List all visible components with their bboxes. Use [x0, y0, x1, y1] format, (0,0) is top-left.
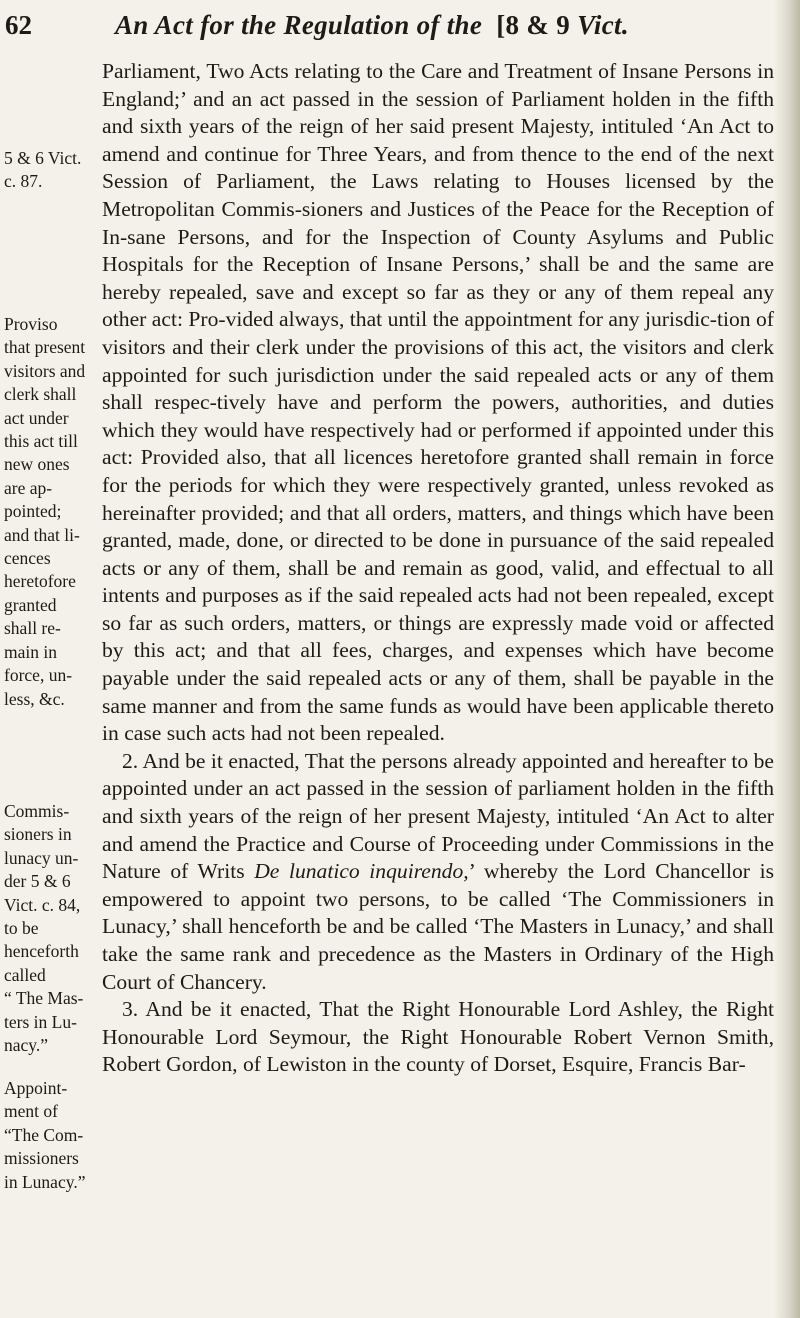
page-number: 62 — [5, 10, 32, 40]
paragraph-3-text: 3. And be it enacted, That the Right Honourable Lord Ashley, the Right Honourable Lord Seymour, the Right Honourable Robert Vernon Smith, Robert Gordon, of Lewiston in the county of Dorset, Esquire, Francis Bar- — [102, 997, 774, 1077]
margin-note-5-6-vict: 5 & 6 Vict. c. 87. — [4, 148, 82, 192]
margin-note-proviso: Proviso that present visitors and clerk shall act under this act till new ones are ap- pointed; and that li- cences heretofore granted shall re- main in force, un- less, &c. — [4, 314, 86, 709]
paragraph-2-latin: De lunatico inquirendo, — [254, 859, 469, 884]
paragraph-3 — [102, 996, 774, 1079]
margin-note-appointment: Appoint- ment of “The Com- missioners in Lunacy.” — [4, 1078, 86, 1192]
paragraph-1: Parliament, Two Acts relating to the Care and Treatment of Insane Persons in England;’ and an act passed in the session of Parliament holden in the fifth and sixth years of the reign of her said present Majesty, intituled ‘An Act to amend and continue for Three Years, and from thence to the end of the next Session of Parliament, the Laws relating to Houses licensed by the Metropolitan Commis-sioners and Justices of the Peace for the Reception of In-sane Persons, and for the Inspection of County Asylums and Public Hospitals for the Reception of Insane Persons,’ shall be and the same are hereby repealed, save and except so far as they or any of them repeal any other act: Pro-vided always, that until the appointment for any jurisdic-tion of visitors and their clerk under the provisions of this act, the visitors and clerk appointed for such jurisdiction under the said repealed acts or any of them shall respec-tively have and perform the powers, authorities, and duties which they would have respectively had or performed if appointed under this act: Provided also, that all licences heretofore granted shall remain in force for the periods for which they were respectively granted, unless revoked as hereinafter provided; and that all orders, matters, and things which have been granted, made, done, or directed to be done in pursuance of the said repealed acts or any of them, shall be and remain as good, valid, and effectual to all intents and purposes as if the said repealed acts had not been repealed, except so far as such orders, matters, or things are expressly made void or affected by this act; and that all fees, charges, and expenses which have become payable under the said repealed acts or any of them, shall be payable in the same manner and from the same funds as would have been applicable thereto in case such acts had not been repealed. — [102, 59, 774, 746]
running-title-session: [8 & 9 — [496, 10, 571, 40]
page-edge-shadow — [774, 0, 800, 1318]
main-text — [102, 58, 774, 1079]
running-title-vict: Vict. — [577, 10, 629, 40]
page-header — [0, 10, 800, 54]
paragraph-2-end: ’ whereby the Lord Chancellor is empowered to appoint two persons, to be called ‘The Commissioners in Lunacy,’ shall henceforth be and be called ‘The Masters in Lunacy,’ and shall take the same rank and precedence as the Masters in Ordinary of the High Court of Chancery. — [102, 859, 774, 994]
running-title-text: An Act for the Regulation of the — [115, 10, 483, 40]
paragraph-2-start: 2. And be it enacted, That the persons already appointed and hereafter to be appointed under an act passed in the session of parliament holden in the fifth and sixth years of the reign of her present Majesty, intituled ‘An Act to alter and amend the Practice and Course of Proceeding under Commissions in the Nature of Writs — [102, 748, 774, 884]
running-title — [115, 10, 770, 41]
margin-note-commissioners: Commis- sioners in lunacy un- der 5 & 6 Vict. c. 84, to be henceforth called “ The Mas- ters in Lu- nacy.” — [4, 801, 84, 1056]
paragraph-2 — [102, 748, 774, 996]
